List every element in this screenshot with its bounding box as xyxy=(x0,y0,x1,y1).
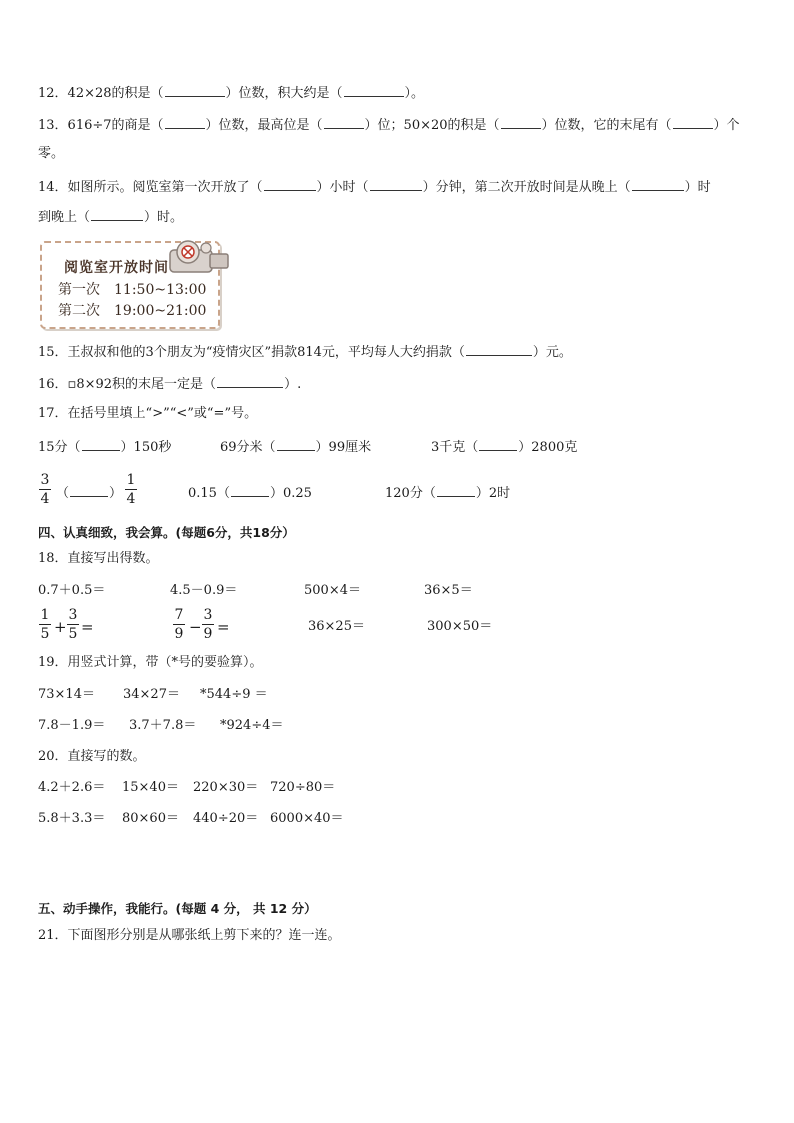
calc-item: *544÷9 ＝ xyxy=(200,687,268,702)
operator: + xyxy=(54,618,67,636)
projector-icon xyxy=(166,238,234,278)
schedule-row-1: 第一次 11:50~13:00 xyxy=(58,282,207,298)
calc-item: 34×27＝ xyxy=(123,687,180,702)
calc-item: 440÷20＝ xyxy=(193,811,259,826)
calc-item: 3.7＋7.8＝ xyxy=(129,718,197,733)
question-21: 21．下面图形分别是从哪张纸上剪下来的？连一连。 xyxy=(38,928,341,943)
calc-item: 36×5＝ xyxy=(424,583,473,598)
question-16: 16．▫8×92积的末尾一定是（ ）. xyxy=(38,377,302,392)
answer-blank[interactable] xyxy=(277,438,315,451)
calc-item: 15×40＝ xyxy=(122,780,179,795)
compare-item: 15分（ ）150秒 xyxy=(38,440,172,455)
fraction: 3 4 xyxy=(40,472,50,507)
fraction: 1 5 xyxy=(40,607,50,642)
answer-blank[interactable] xyxy=(673,116,713,129)
calc-item: 220×30＝ xyxy=(193,780,259,795)
equals: = xyxy=(217,618,230,636)
fraction: 1 4 xyxy=(126,472,136,507)
question-13-line2: 零。 xyxy=(38,146,65,161)
answer-blank[interactable] xyxy=(344,84,404,97)
section-5-heading: 五、动手操作，我能行。(每题 4 分， 共 12 分） xyxy=(38,901,317,916)
question-14: 14．如图所示。阅览室第一次开放了（ ）小时（ ）分钟，第二次开放时间是从晚上（ ）时 xyxy=(38,180,711,195)
schedule-row-2: 第二次 19:00~21:00 xyxy=(58,303,207,319)
schedule-title: 阅览室开放时间 xyxy=(64,260,169,276)
calc-item: 5.8＋3.3＝ xyxy=(38,811,106,826)
answer-blank[interactable] xyxy=(217,375,283,388)
calc-item: 0.7＋0.5＝ xyxy=(38,583,106,598)
question-12: 12．42×28的积是（ ）位数，积大约是（ ）。 xyxy=(38,86,425,101)
answer-blank[interactable] xyxy=(324,116,364,129)
fraction: 3 5 xyxy=(68,607,78,642)
fraction: 7 9 xyxy=(174,607,184,642)
answer-blank[interactable] xyxy=(165,116,205,129)
section-4-heading: 四、认真细致，我会算。(每题6分，共18分） xyxy=(38,525,295,540)
calc-item: 6000×40＝ xyxy=(270,811,344,826)
answer-blank[interactable] xyxy=(70,484,108,497)
compare-item: 3千克（ ）2800克 xyxy=(431,440,578,455)
question-15: 15．王叔叔和他的3个朋友为“疫情灾区”捐款814元，平均每人大约捐款（ ）元。 xyxy=(38,345,572,360)
answer-blank[interactable] xyxy=(466,343,532,356)
answer-blank[interactable] xyxy=(370,178,422,191)
answer-blank[interactable] xyxy=(264,178,316,191)
answer-blank[interactable] xyxy=(231,484,269,497)
compare-item: 120分（ ）2时 xyxy=(385,486,511,501)
calc-item: 80×60＝ xyxy=(122,811,179,826)
calc-item: 7.8－1.9＝ xyxy=(38,718,106,733)
answer-blank[interactable] xyxy=(501,116,541,129)
compare-item: 0.15（ ）0.25 xyxy=(188,486,312,501)
answer-blank[interactable] xyxy=(632,178,684,191)
calc-item: 720÷80＝ xyxy=(270,780,336,795)
question-20: 20．直接写的数。 xyxy=(38,749,146,764)
question-13: 13．616÷7的商是（ ）位数，最高位是（ ）位；50×20的积是（ ）位数，它的末尾有（ ）个 xyxy=(38,118,740,133)
question-18: 18．直接写出得数。 xyxy=(38,551,159,566)
operator: − xyxy=(189,618,202,636)
equals: = xyxy=(81,618,94,636)
question-17: 17．在括号里填上“>”“<”或“=”号。 xyxy=(38,406,258,421)
calc-item: 36×25＝ xyxy=(308,619,365,634)
calc-item: 500×4＝ xyxy=(304,583,361,598)
compare-item: 69分米（ ）99厘米 xyxy=(220,440,372,455)
calc-item: 4.2＋2.6＝ xyxy=(38,780,106,795)
calc-item: 300×50＝ xyxy=(427,619,493,634)
calc-item: 73×14＝ xyxy=(38,687,95,702)
fraction: 3 9 xyxy=(203,607,213,642)
calc-item: *924÷4＝ xyxy=(220,718,284,733)
answer-blank[interactable] xyxy=(437,484,475,497)
answer-blank[interactable] xyxy=(479,438,517,451)
question-19: 19．用竖式计算，带（*号的要验算）。 xyxy=(38,655,263,670)
question-14-line2: 到晚上（ ）时。 xyxy=(38,210,184,225)
answer-blank[interactable] xyxy=(165,84,225,97)
calc-item: 4.5－0.9＝ xyxy=(170,583,238,598)
answer-blank[interactable] xyxy=(91,208,143,221)
answer-blank[interactable] xyxy=(82,438,120,451)
compare-blank-group: （ ） xyxy=(56,486,123,501)
